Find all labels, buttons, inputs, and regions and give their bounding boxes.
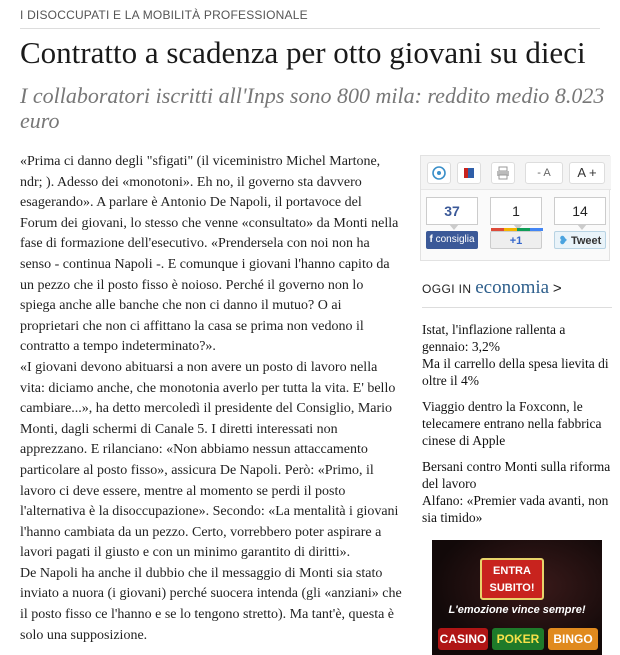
gplus-label: +1 <box>509 235 523 247</box>
kicker-divider <box>20 28 600 29</box>
gplus-share <box>490 197 542 252</box>
tweet-label: Tweet <box>570 235 602 247</box>
tools-toolbar <box>421 156 611 190</box>
gplus-button[interactable] <box>490 231 542 249</box>
ad-sign-line: ENTRA <box>493 565 531 577</box>
facebook-icon: f <box>429 234 433 245</box>
oggi-in-label: OGGI IN <box>422 282 472 296</box>
news-subtitle[interactable]: Alfano: «Premier vada avanti, non sia timido» <box>422 493 609 525</box>
ad-logos <box>438 628 598 650</box>
article-paragraph: «I giovani devono abituarsi a non avere un posto di lavoro nella vita: diciamo anche, che monotonia averlo per tutta la vita. E' bello cambiare...», ha detto mercoledì il presidente del Consiglio, Mario Monti, dagli schermi di Canale 5. I diretti interessati non apprezzano. E rilanciano: «Non abbiamo nessun attaccamento particolare al posto fisso», assicura De Napoli. Però: «Primo, il lavoro ci deve essere, mentre al momento se perdi il posto l'alternativa è la disoccupazione». Secondo: «La mentalità i giovani l'hanno cambiata da un pezzo. Certo, vorrebbero poter aspirare a lavori pagati il giusto e con un minimo garantito di diritti». <box>20 359 399 561</box>
tweet-button[interactable] <box>554 231 606 249</box>
news-item[interactable] <box>422 398 612 449</box>
article-paragraph: «Prima ci danno degli "sfigati" (il viceministro Michel Martone, ndr; ). Adesso dei «monotoni». Eh no, il governo sta davvero esagerando». A parlare è Antonio De Napoli, il portavoce del Forum dei giovani, lo stesso che venne «consultato» da Monti nella fase di formazione dell'esecutivo. «Prendersela con noi non ha senso - continua Napoli -. E comunque i giovani l'hanno capito da un pezzo che il posto fisso è noioso. Perché il governo non lo spiega anche alle banche che non ci danno il mutuo? O ai proprietari che non ci affittano la casa se prima non vedono il contratto a tempo indeterminato?». <box>20 154 399 355</box>
oggi-in-header[interactable] <box>422 277 612 299</box>
article-tools <box>420 155 610 261</box>
news-title[interactable]: Viaggio dentro la Foxconn, le telecamere entrano nella fabbrica cinese di Apple <box>422 399 602 448</box>
gplus-count: 1 <box>490 197 542 225</box>
facebook-count: 37 <box>426 197 478 225</box>
font-decrease-button[interactable]: - A <box>525 162 563 184</box>
advertisement-banner[interactable] <box>432 540 602 655</box>
facebook-share <box>426 197 478 252</box>
news-title[interactable]: Bersani contro Monti sulla riforma del lavoro <box>422 459 611 491</box>
bookmark-icon[interactable] <box>457 162 481 184</box>
help-icon[interactable] <box>427 162 451 184</box>
print-icon[interactable] <box>491 162 515 184</box>
ad-slogan: L'emozione vince sempre! <box>448 604 586 616</box>
poker-logo: POKER <box>492 628 544 650</box>
news-subtitle[interactable]: Ma il carrello della spesa lievita di oltre il 4% <box>422 356 609 388</box>
sidebar-divider <box>422 307 612 308</box>
news-title[interactable]: Istat, l'inflazione rallenta a gennaio: 3,2% <box>422 322 566 354</box>
facebook-recommend-button[interactable] <box>426 231 478 249</box>
twitter-share <box>554 197 606 252</box>
twitter-bird-icon: ❥ <box>558 235 568 247</box>
ad-sign-line: SUBITO! <box>489 582 535 594</box>
news-item[interactable] <box>422 458 612 526</box>
casino-logo: CASINO <box>438 628 488 650</box>
article-paragraph: De Napoli ha anche il dubbio che il messaggio di Monti sia stato inviato a nuora (i giovani) perché suocera intenda (gli «anziani» che il posto fisso ce l'hanno e se lo tengono stretto). Ma tant'è, questa è solo una supposizione. <box>20 565 402 643</box>
article-kicker: I DISOCCUPATI E LA MOBILITÀ PROFESSIONALE <box>20 8 308 22</box>
article-body <box>20 152 402 646</box>
article-title: Contratto a scadenza per otto giovani su dieci <box>20 35 586 70</box>
chevron-right-icon: > <box>552 280 562 297</box>
news-item[interactable] <box>422 321 612 389</box>
facebook-label: consiglia <box>435 234 475 245</box>
twitter-count: 14 <box>554 197 606 225</box>
section-link[interactable]: economia <box>475 277 550 298</box>
font-increase-button[interactable]: A + <box>569 162 605 184</box>
gplus-color-bar <box>491 228 543 231</box>
article-subtitle: I collaboratori iscritti all'Inps sono 800 mila: reddito medio 8.023 euro <box>20 83 605 133</box>
bingo-logo: BINGO <box>548 628 598 650</box>
ad-enter-sign[interactable] <box>480 558 544 600</box>
